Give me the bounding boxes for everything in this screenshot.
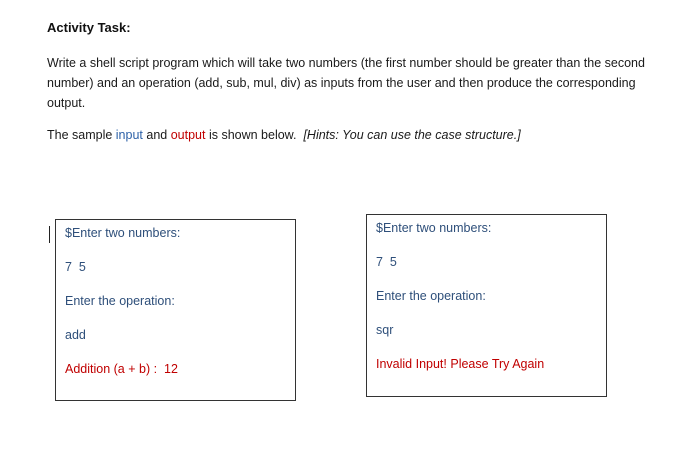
numbers-input: 7 5 [65,260,86,274]
result-output: Addition (a + b) : 12 [65,362,178,376]
output-word: output [170,128,206,142]
text-cursor [49,226,50,243]
prompt-enter-numbers: $Enter two numbers: [376,221,492,235]
operation-input: add [65,328,86,342]
sample-prefix: The sample [47,128,116,142]
sample-terminal-invalid [366,214,607,397]
prompt-enter-numbers: $Enter two numbers: [65,226,181,240]
activity-heading: Activity Task: [47,20,131,35]
error-output: Invalid Input! Please Try Again [376,357,545,371]
task-description: Write a shell script program which will take two numbers (the first number should be greater than the second number) and an operation (add, sub, mul, div) as inputs from the user and then produce the corresponding output. [47,56,645,110]
input-word: input [115,128,143,142]
numbers-input: 7 5 [376,255,397,269]
sample-terminal-valid [55,219,296,401]
sample-sentence [47,128,521,142]
hint-text: [Hints: You can use the case structure.] [303,128,521,142]
sample-middle: and [142,128,171,142]
prompt-enter-operation: Enter the operation: [376,289,486,303]
prompt-enter-operation: Enter the operation: [65,294,175,308]
sample-suffix: is shown below. [205,128,304,142]
operation-input: sqr [376,323,394,337]
